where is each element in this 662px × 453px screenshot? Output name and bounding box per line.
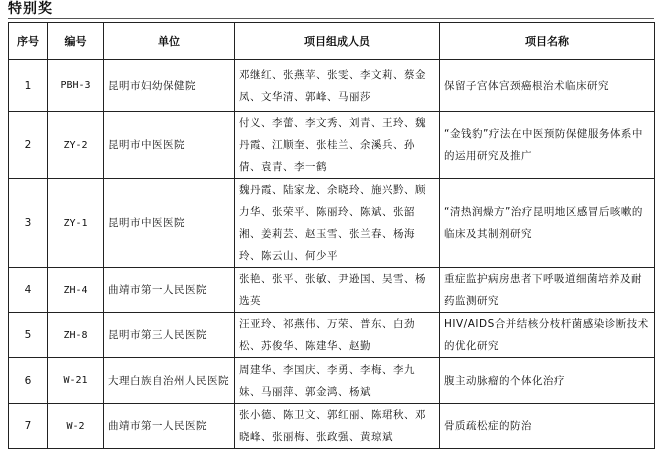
cell-unit: 昆明市第三人民医院 — [104, 313, 235, 358]
table-row — [9, 404, 655, 449]
header-members: 项目组成人员 — [235, 23, 440, 60]
cell-code: W-2 — [48, 404, 104, 449]
cell-unit: 曲靖市第一人民医院 — [104, 268, 235, 313]
cell-code: PBH-3 — [48, 60, 104, 112]
header-seq: 序号 — [9, 23, 48, 60]
header-project: 项目名称 — [440, 23, 655, 60]
cell-project: HIV/AIDS合并结核分枝杆菌感染诊断技术的优化研究 — [440, 313, 655, 358]
title-divider — [8, 18, 654, 19]
cell-project: 骨质疏松症的防治 — [440, 404, 655, 449]
table-row — [9, 313, 655, 358]
cell-members: 张小德、陈卫文、郭红丽、陈珺秋、邓晓峰、张丽梅、张政强、黄琼斌 — [235, 404, 440, 449]
cell-members: 付义、李蕾、李文秀、刘青、王玲、魏丹霞、江顺奎、张桂兰、余溪兵、孙倩、袁青、李一鹤 — [235, 112, 440, 179]
cell-unit: 昆明市中医医院 — [104, 112, 235, 179]
cell-code: W-21 — [48, 358, 104, 404]
cell-project: “金钱豹”疗法在中医预防保健服务体系中的运用研究及推广 — [440, 112, 655, 179]
cell-seq: 1 — [9, 60, 48, 112]
cell-unit: 大理白族自治州人民医院 — [104, 358, 235, 404]
cell-unit: 曲靖市第一人民医院 — [104, 404, 235, 449]
cell-code: ZY-1 — [48, 179, 104, 268]
header-code: 编号 — [48, 23, 104, 60]
cell-seq: 7 — [9, 404, 48, 449]
cell-members: 魏丹霞、陆家龙、余晓玲、施兴黔、顾力华、张荣平、陈丽玲、陈斌、张韶湘、姜莉芸、赵玉雪、张兰春、杨海玲、陈云山、何少平 — [235, 179, 440, 268]
table-row — [9, 268, 655, 313]
cell-seq: 2 — [9, 112, 48, 179]
cell-code: ZH-8 — [48, 313, 104, 358]
cell-project: 腹主动脉瘤的个体化治疗 — [440, 358, 655, 404]
cell-project: “清热润燥方”治疗昆明地区感冒后咳嗽的临床及其制剂研究 — [440, 179, 655, 268]
cell-project: 保留子宫体宫颈癌根治术临床研究 — [440, 60, 655, 112]
cell-members: 张艳、张平、张敏、尹逊国、吴雪、杨选英 — [235, 268, 440, 313]
award-table — [8, 22, 655, 449]
cell-unit: 昆明市中医医院 — [104, 179, 235, 268]
cell-project: 重症监护病房患者下呼吸道细菌培养及耐药监测研究 — [440, 268, 655, 313]
cell-seq: 5 — [9, 313, 48, 358]
header-unit: 单位 — [104, 23, 235, 60]
table-row — [9, 112, 655, 179]
table-row — [9, 179, 655, 268]
cell-seq: 3 — [9, 179, 48, 268]
table-row — [9, 358, 655, 404]
cell-code: ZH-4 — [48, 268, 104, 313]
cell-code: ZY-2 — [48, 112, 104, 179]
cell-seq: 4 — [9, 268, 48, 313]
table-header-row — [9, 23, 655, 60]
cell-members: 邓继红、张燕苹、张雯、李文莉、蔡金凤、文华清、郭峰、马丽莎 — [235, 60, 440, 112]
table-row — [9, 60, 655, 112]
cell-seq: 6 — [9, 358, 48, 404]
cell-members: 周建华、李国庆、李勇、李梅、李九妹、马丽萍、郭金鸿、杨斌 — [235, 358, 440, 404]
cell-unit: 昆明市妇幼保健院 — [104, 60, 235, 112]
cell-members: 汪亚玲、祁燕伟、万荣、普东、白劲松、苏俊华、陈建华、赵勤 — [235, 313, 440, 358]
page-title: 特别奖 — [8, 1, 53, 17]
